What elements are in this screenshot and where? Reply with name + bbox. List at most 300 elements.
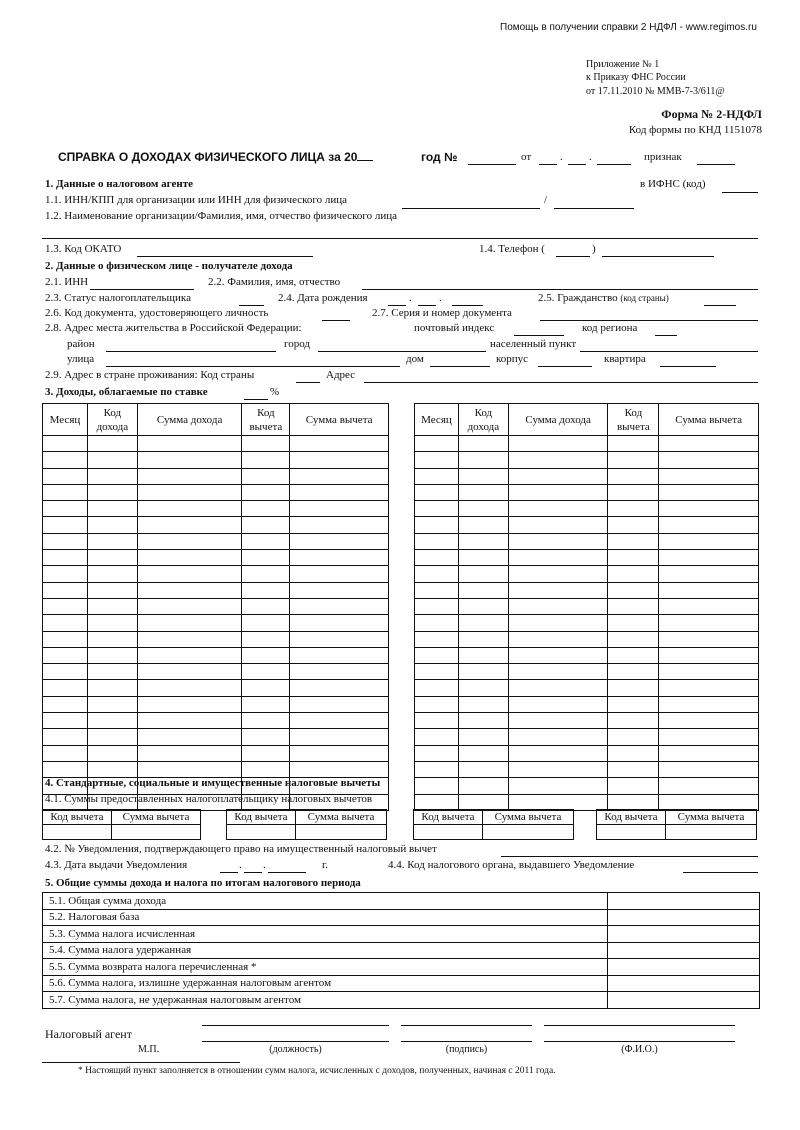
table-cell[interactable]	[608, 680, 659, 696]
table-cell[interactable]	[137, 631, 242, 647]
table-cell[interactable]	[242, 501, 290, 517]
table-cell[interactable]	[508, 745, 608, 761]
citizenship-field[interactable]	[704, 305, 736, 306]
table-cell[interactable]	[43, 501, 88, 517]
percent-sign: %	[270, 386, 280, 398]
table-cell[interactable]	[415, 713, 459, 729]
sign-line-2[interactable]	[401, 1041, 532, 1042]
table-cell[interactable]	[415, 550, 459, 566]
okato-field[interactable]	[137, 256, 313, 257]
table-cell[interactable]	[508, 484, 608, 500]
table-cell[interactable]	[242, 664, 290, 680]
recipient-inn-field[interactable]	[90, 289, 194, 290]
table-cell[interactable]	[458, 745, 508, 761]
totals-value[interactable]	[608, 893, 760, 910]
foreign-address-field[interactable]	[364, 382, 758, 383]
table-cell[interactable]	[43, 631, 88, 647]
table-cell[interactable]	[458, 794, 508, 810]
birth-year-field[interactable]	[452, 305, 483, 306]
table-cell[interactable]	[608, 582, 659, 598]
table-cell[interactable]	[137, 517, 242, 533]
table-cell[interactable]	[608, 761, 659, 777]
fio-line[interactable]	[544, 1041, 735, 1042]
appendix-line2: к Приказу ФНС России	[586, 72, 686, 83]
agent-name-field[interactable]	[42, 238, 758, 239]
table-cell[interactable]	[659, 582, 759, 598]
table-cell[interactable]	[290, 761, 389, 777]
table-cell[interactable]	[43, 566, 88, 582]
table-cell[interactable]	[290, 745, 389, 761]
totals-value[interactable]	[608, 909, 760, 926]
table-cell[interactable]	[290, 713, 389, 729]
table-cell[interactable]	[608, 598, 659, 614]
table-cell[interactable]	[290, 664, 389, 680]
table-cell[interactable]	[508, 615, 608, 631]
table-cell[interactable]	[608, 468, 659, 484]
table-cell[interactable]	[659, 484, 759, 500]
cert-year-field[interactable]	[597, 164, 631, 165]
table-cell[interactable]	[458, 664, 508, 680]
table-cell[interactable]	[458, 484, 508, 500]
status-field[interactable]	[239, 305, 264, 306]
table-cell[interactable]	[608, 794, 659, 810]
agent-inn-field[interactable]	[402, 208, 540, 209]
table-cell[interactable]	[43, 452, 88, 468]
foreign-country-field[interactable]	[296, 382, 320, 383]
table-cell[interactable]	[87, 452, 137, 468]
table-cell[interactable]	[659, 517, 759, 533]
table-cell[interactable]	[87, 436, 137, 452]
table-cell[interactable]	[608, 533, 659, 549]
table-cell[interactable]	[508, 713, 608, 729]
table-cell[interactable]	[659, 713, 759, 729]
doc-series-field[interactable]	[540, 320, 758, 321]
table-cell[interactable]	[242, 745, 290, 761]
table-cell[interactable]	[659, 794, 759, 810]
agent-kpp-field[interactable]	[554, 208, 634, 209]
table-cell[interactable]	[290, 517, 389, 533]
table-cell[interactable]	[242, 761, 290, 777]
table-cell[interactable]	[43, 664, 88, 680]
birth-month-field[interactable]	[418, 305, 436, 306]
cert-number-field[interactable]	[468, 164, 516, 165]
table-cell[interactable]	[43, 745, 88, 761]
table-cell[interactable]	[87, 533, 137, 549]
sign-line[interactable]	[401, 1025, 532, 1026]
table-cell[interactable]	[87, 550, 137, 566]
totals-row	[43, 975, 760, 992]
table-cell[interactable]	[659, 598, 759, 614]
notice-org-field[interactable]	[683, 872, 758, 873]
table-cell[interactable]	[242, 533, 290, 549]
table-cell[interactable]	[242, 550, 290, 566]
table-cell[interactable]	[290, 615, 389, 631]
table-cell[interactable]	[659, 452, 759, 468]
table-cell[interactable]	[415, 696, 459, 712]
table-cell[interactable]	[415, 468, 459, 484]
table-cell[interactable]	[242, 680, 290, 696]
ded-sum-cell[interactable]	[666, 825, 757, 840]
table-cell[interactable]	[87, 582, 137, 598]
table-cell[interactable]	[43, 517, 88, 533]
table-cell[interactable]	[608, 452, 659, 468]
ded-code-cell[interactable]	[414, 825, 483, 840]
table-cell[interactable]	[137, 729, 242, 745]
region-field[interactable]	[655, 335, 677, 336]
col-income-code: Код дохода	[87, 404, 137, 436]
table-cell[interactable]	[458, 647, 508, 663]
table-cell[interactable]	[508, 729, 608, 745]
totals-value[interactable]	[608, 942, 760, 959]
table-cell[interactable]	[137, 615, 242, 631]
table-cell[interactable]	[415, 680, 459, 696]
table-row	[43, 647, 389, 663]
building-field[interactable]	[538, 366, 592, 367]
table-cell[interactable]	[137, 452, 242, 468]
table-cell[interactable]	[87, 696, 137, 712]
table-cell[interactable]	[137, 484, 242, 500]
footnote: * Настоящий пункт заполняется в отношении сумм налога, исчисленных с доходов, полученных, начиная с 2011 года.	[78, 1066, 556, 1076]
col-month: Месяц	[415, 404, 459, 436]
table-cell[interactable]	[290, 729, 389, 745]
table-cell[interactable]	[43, 484, 88, 500]
table-cell[interactable]	[137, 647, 242, 663]
totals-value[interactable]	[608, 926, 760, 943]
notice-year-field[interactable]	[268, 872, 306, 873]
totals-table	[42, 892, 760, 1009]
table-cell[interactable]	[659, 550, 759, 566]
table-cell[interactable]	[659, 566, 759, 582]
ded-code-cell[interactable]	[597, 825, 666, 840]
table-cell[interactable]	[415, 436, 459, 452]
table-cell[interactable]	[415, 598, 459, 614]
table-cell[interactable]	[659, 615, 759, 631]
locality-field[interactable]	[580, 351, 758, 352]
street-field[interactable]	[106, 366, 400, 367]
table-cell[interactable]	[137, 501, 242, 517]
table-cell[interactable]	[137, 598, 242, 614]
table-row	[415, 550, 759, 566]
table-cell[interactable]	[137, 680, 242, 696]
table-cell[interactable]	[242, 468, 290, 484]
table-cell[interactable]	[87, 598, 137, 614]
table-cell[interactable]	[290, 484, 389, 500]
table-cell[interactable]	[659, 468, 759, 484]
table-cell[interactable]	[608, 436, 659, 452]
table-cell[interactable]	[659, 647, 759, 663]
table-cell[interactable]	[415, 533, 459, 549]
table-cell[interactable]	[290, 566, 389, 582]
district-field[interactable]	[106, 351, 276, 352]
table-cell[interactable]	[242, 729, 290, 745]
flat-field[interactable]	[660, 366, 716, 367]
table-cell[interactable]	[608, 729, 659, 745]
table-cell[interactable]	[290, 680, 389, 696]
table-cell[interactable]	[290, 550, 389, 566]
table-cell[interactable]	[87, 713, 137, 729]
table-cell[interactable]	[87, 664, 137, 680]
table-cell[interactable]	[508, 550, 608, 566]
table-cell[interactable]	[290, 631, 389, 647]
table-cell[interactable]	[608, 517, 659, 533]
position-line-2[interactable]	[202, 1041, 389, 1042]
table-cell[interactable]	[415, 501, 459, 517]
ded-sum-cell[interactable]	[483, 825, 574, 840]
table-cell[interactable]	[659, 501, 759, 517]
table-cell[interactable]	[290, 696, 389, 712]
table-cell[interactable]	[43, 582, 88, 598]
notice-number-field[interactable]	[501, 856, 758, 857]
table-cell[interactable]	[290, 452, 389, 468]
table-cell[interactable]	[508, 452, 608, 468]
table-cell[interactable]	[137, 696, 242, 712]
street-label: улица	[67, 353, 95, 365]
ifns-code-field[interactable]	[722, 192, 758, 193]
table-cell[interactable]	[87, 680, 137, 696]
table-cell[interactable]	[87, 484, 137, 500]
table-row	[415, 615, 759, 631]
table-cell[interactable]	[608, 664, 659, 680]
appendix-line1: Приложение № 1	[586, 59, 660, 70]
table-cell[interactable]	[508, 582, 608, 598]
totals-row	[43, 909, 760, 926]
table-cell[interactable]	[43, 680, 88, 696]
table-cell[interactable]	[137, 582, 242, 598]
notice-day-field[interactable]	[220, 872, 238, 873]
table-cell[interactable]	[458, 501, 508, 517]
table-cell[interactable]	[242, 484, 290, 500]
table-cell[interactable]	[458, 582, 508, 598]
table-cell[interactable]	[508, 501, 608, 517]
table-cell[interactable]	[43, 533, 88, 549]
table-cell[interactable]	[242, 713, 290, 729]
table-cell[interactable]	[43, 550, 88, 566]
table-cell[interactable]	[87, 761, 137, 777]
table-cell[interactable]	[608, 696, 659, 712]
table-cell[interactable]	[87, 631, 137, 647]
table-cell[interactable]	[659, 436, 759, 452]
ded-code-cell[interactable]	[43, 825, 112, 840]
table-cell[interactable]	[290, 533, 389, 549]
table-cell[interactable]	[608, 501, 659, 517]
table-cell[interactable]	[87, 647, 137, 663]
table-cell[interactable]	[458, 550, 508, 566]
table-cell[interactable]	[508, 664, 608, 680]
table-cell[interactable]	[415, 761, 459, 777]
table-cell[interactable]	[415, 566, 459, 582]
table-cell[interactable]	[608, 647, 659, 663]
cert-sign-field[interactable]	[697, 164, 735, 165]
table-cell[interactable]	[415, 729, 459, 745]
table-cell[interactable]	[242, 517, 290, 533]
postcode-field[interactable]	[514, 335, 564, 336]
table-cell[interactable]	[415, 664, 459, 680]
doc-code-field[interactable]	[322, 320, 350, 321]
table-cell[interactable]	[242, 566, 290, 582]
table-cell[interactable]	[608, 778, 659, 794]
table-cell[interactable]	[508, 696, 608, 712]
table-cell[interactable]	[458, 729, 508, 745]
table-cell[interactable]	[458, 436, 508, 452]
table-cell[interactable]	[508, 647, 608, 663]
table-cell[interactable]	[415, 517, 459, 533]
table-cell[interactable]	[43, 696, 88, 712]
table-cell[interactable]	[137, 533, 242, 549]
deduction-table-2	[226, 809, 387, 840]
table-cell[interactable]	[458, 566, 508, 582]
table-cell[interactable]	[659, 745, 759, 761]
flat-label: квартира	[604, 353, 646, 365]
cert-day-field[interactable]	[539, 164, 557, 165]
table-cell[interactable]	[242, 436, 290, 452]
table-cell[interactable]	[458, 696, 508, 712]
table-cell[interactable]	[415, 745, 459, 761]
table-cell[interactable]	[608, 566, 659, 582]
table-cell[interactable]	[415, 582, 459, 598]
ded-sum-cell[interactable]	[296, 825, 387, 840]
table-cell[interactable]	[508, 598, 608, 614]
table-cell[interactable]	[242, 615, 290, 631]
table-cell[interactable]	[608, 550, 659, 566]
table-cell[interactable]	[242, 582, 290, 598]
table-cell[interactable]	[608, 745, 659, 761]
cert-month-field[interactable]	[568, 164, 586, 165]
table-cell[interactable]	[659, 631, 759, 647]
fio-line-top[interactable]	[544, 1025, 735, 1026]
table-cell[interactable]	[43, 436, 88, 452]
table-cell[interactable]	[458, 452, 508, 468]
table-cell[interactable]	[87, 745, 137, 761]
table-cell[interactable]	[659, 778, 759, 794]
table-cell[interactable]	[458, 761, 508, 777]
table-cell[interactable]	[415, 484, 459, 500]
table-cell[interactable]	[508, 631, 608, 647]
table-cell[interactable]	[508, 468, 608, 484]
table-cell[interactable]	[458, 631, 508, 647]
table-cell[interactable]	[659, 729, 759, 745]
table-cell[interactable]	[242, 647, 290, 663]
table-cell[interactable]	[137, 713, 242, 729]
table-cell[interactable]	[415, 615, 459, 631]
table-cell[interactable]	[87, 729, 137, 745]
table-cell[interactable]	[608, 713, 659, 729]
table-cell[interactable]	[508, 680, 608, 696]
table-cell[interactable]	[137, 745, 242, 761]
table-cell[interactable]	[508, 517, 608, 533]
table-cell[interactable]	[415, 631, 459, 647]
table-cell[interactable]	[458, 713, 508, 729]
table-cell[interactable]	[508, 533, 608, 549]
table-cell[interactable]	[458, 533, 508, 549]
table-cell[interactable]	[659, 696, 759, 712]
table-cell[interactable]	[137, 550, 242, 566]
income-table-left	[42, 403, 389, 811]
table-cell[interactable]	[508, 566, 608, 582]
totals-row	[43, 942, 760, 959]
table-cell[interactable]	[415, 778, 459, 794]
position-line[interactable]	[202, 1025, 389, 1026]
table-cell[interactable]	[137, 436, 242, 452]
table-cell[interactable]	[290, 582, 389, 598]
table-cell[interactable]	[659, 761, 759, 777]
table-cell[interactable]	[508, 761, 608, 777]
table-cell[interactable]	[43, 468, 88, 484]
city-field[interactable]	[318, 351, 486, 352]
table-cell[interactable]	[242, 598, 290, 614]
table-cell[interactable]	[43, 761, 88, 777]
table-cell[interactable]	[508, 778, 608, 794]
totals-value[interactable]	[608, 992, 760, 1009]
notice-month-field[interactable]	[244, 872, 262, 873]
table-cell[interactable]	[659, 664, 759, 680]
table-cell[interactable]	[137, 566, 242, 582]
income-table-right	[414, 403, 759, 811]
table-cell[interactable]	[87, 615, 137, 631]
table-cell[interactable]	[508, 436, 608, 452]
table-cell[interactable]	[290, 598, 389, 614]
phone-code-field[interactable]	[556, 256, 590, 257]
totals-value[interactable]	[608, 975, 760, 992]
table-cell[interactable]	[458, 680, 508, 696]
table-cell[interactable]	[659, 533, 759, 549]
table-cell[interactable]	[290, 436, 389, 452]
table-cell[interactable]	[87, 468, 137, 484]
table-cell[interactable]	[458, 468, 508, 484]
section4-sub1: 4.1. Суммы предоставленных налогоплательщику налоговых вычетов	[45, 793, 373, 805]
table-cell[interactable]	[43, 713, 88, 729]
table-cell[interactable]	[242, 696, 290, 712]
table-cell[interactable]	[43, 647, 88, 663]
table-cell[interactable]	[608, 484, 659, 500]
phone-number-field[interactable]	[602, 256, 714, 257]
table-cell[interactable]	[290, 501, 389, 517]
table-cell[interactable]	[137, 468, 242, 484]
ded-sum-cell[interactable]	[112, 825, 201, 840]
table-cell[interactable]	[87, 501, 137, 517]
notice-number-label: 4.2. № Уведомления, подтверждающего право на имущественный налоговый вычет	[45, 843, 437, 855]
table-cell[interactable]	[415, 794, 459, 810]
table-cell[interactable]	[458, 517, 508, 533]
table-cell[interactable]	[608, 615, 659, 631]
table-cell[interactable]	[43, 615, 88, 631]
birth-day-field[interactable]	[388, 305, 406, 306]
table-cell[interactable]	[415, 452, 459, 468]
ded-code-cell[interactable]	[227, 825, 296, 840]
table-cell[interactable]	[458, 615, 508, 631]
table-cell[interactable]	[458, 598, 508, 614]
table-cell[interactable]	[415, 647, 459, 663]
table-cell[interactable]	[87, 517, 137, 533]
table-cell[interactable]	[87, 566, 137, 582]
table-cell[interactable]	[242, 452, 290, 468]
table-cell[interactable]	[458, 778, 508, 794]
totals-value[interactable]	[608, 959, 760, 976]
table-cell[interactable]	[659, 680, 759, 696]
table-cell[interactable]	[508, 794, 608, 810]
table-cell[interactable]	[290, 468, 389, 484]
table-row	[415, 778, 759, 794]
tax-rate-field[interactable]	[244, 399, 268, 400]
house-field[interactable]	[430, 366, 490, 367]
table-cell[interactable]	[137, 761, 242, 777]
table-cell[interactable]	[290, 647, 389, 663]
table-cell[interactable]	[43, 598, 88, 614]
table-cell[interactable]	[608, 631, 659, 647]
recipient-fio-field[interactable]	[362, 289, 758, 290]
table-cell[interactable]	[43, 729, 88, 745]
table-cell[interactable]	[242, 631, 290, 647]
table-cell[interactable]	[137, 664, 242, 680]
